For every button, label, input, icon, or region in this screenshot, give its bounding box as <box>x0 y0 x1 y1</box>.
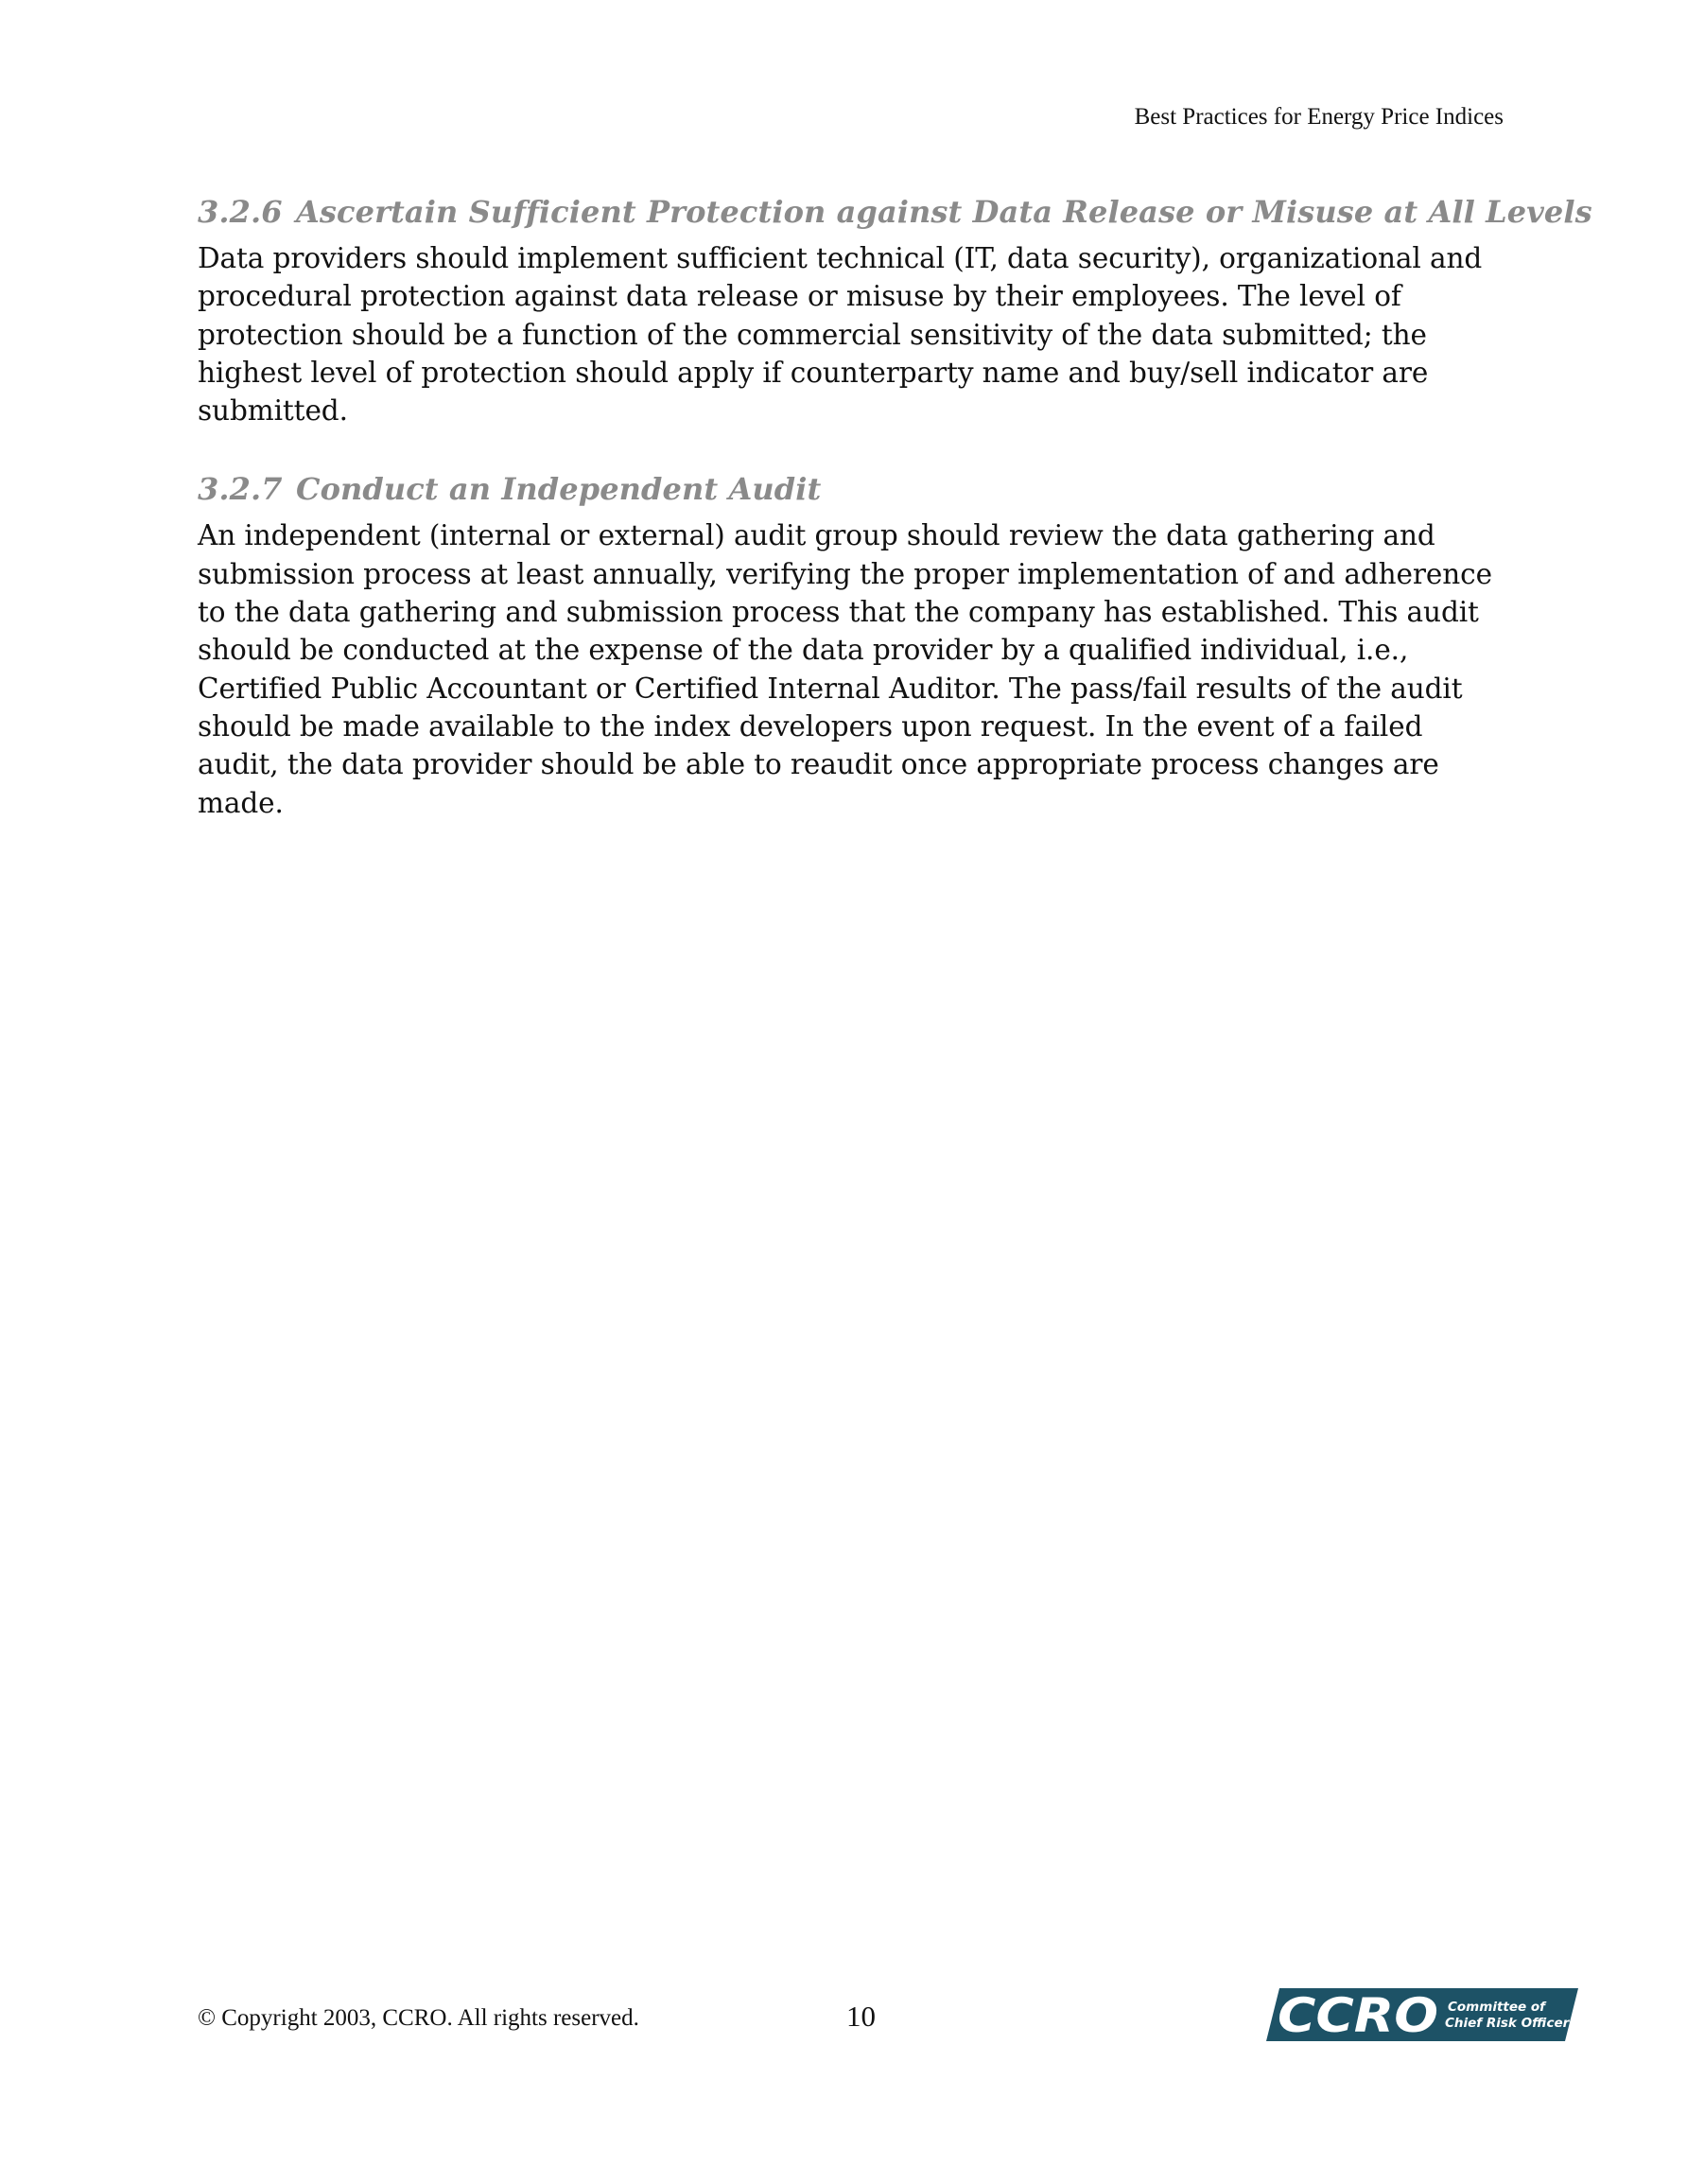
section-paragraph: Data providers should implement sufficient technical (IT, data security), organizational and procedural protection against data release or misuse by their employees. The level of protection should be a function of the commercial sensitivity of the data submitted; the highest level of protection should apply if counterparty name and buy/sell indicator are submitted. <box>198 242 1483 428</box>
footer-copyright: © Copyright 2003, CCRO. All rights reserved. <box>198 2005 639 2031</box>
section-3-2-6 <box>198 194 1592 429</box>
logo-mark: CCRO <box>1278 1988 1438 2041</box>
section-heading <box>198 471 1512 507</box>
page-number: 10 <box>846 2000 876 2033</box>
running-header: Best Practices for Energy Price Indices <box>1134 104 1504 130</box>
ccro-logo <box>1266 1988 1578 2041</box>
section-title: Ascertain Sufficient Protection against Data Release or Misuse at All Levels <box>296 194 1592 230</box>
section-number: 3.2.6 <box>198 194 283 230</box>
section-3-2-7 <box>198 471 1512 821</box>
logo-tagline-line1: Committee of <box>1448 2000 1546 2015</box>
logo-tagline-line2: Chief Risk Officers <box>1445 2016 1577 2031</box>
section-number: 3.2.7 <box>198 471 283 508</box>
section-heading <box>198 194 1592 230</box>
page-content <box>198 194 1592 864</box>
section-paragraph: An independent (internal or external) audit group should review the data gathering and submission process at least annually, verifying the proper implementation of and adherence to the data gathering and submission process that the company has established. This audit should be conducted at the expense of the data provider by a qualified individual, i.e., Certified Public Accountant or Certified Internal Auditor. The pass/fail results of the audit should be made available to the index developers upon request. In the event of a failed audit, the data provider should be able to reaudit once appropriate process changes are made. <box>198 519 1492 819</box>
section-title: Conduct an Independent Audit <box>296 471 822 508</box>
